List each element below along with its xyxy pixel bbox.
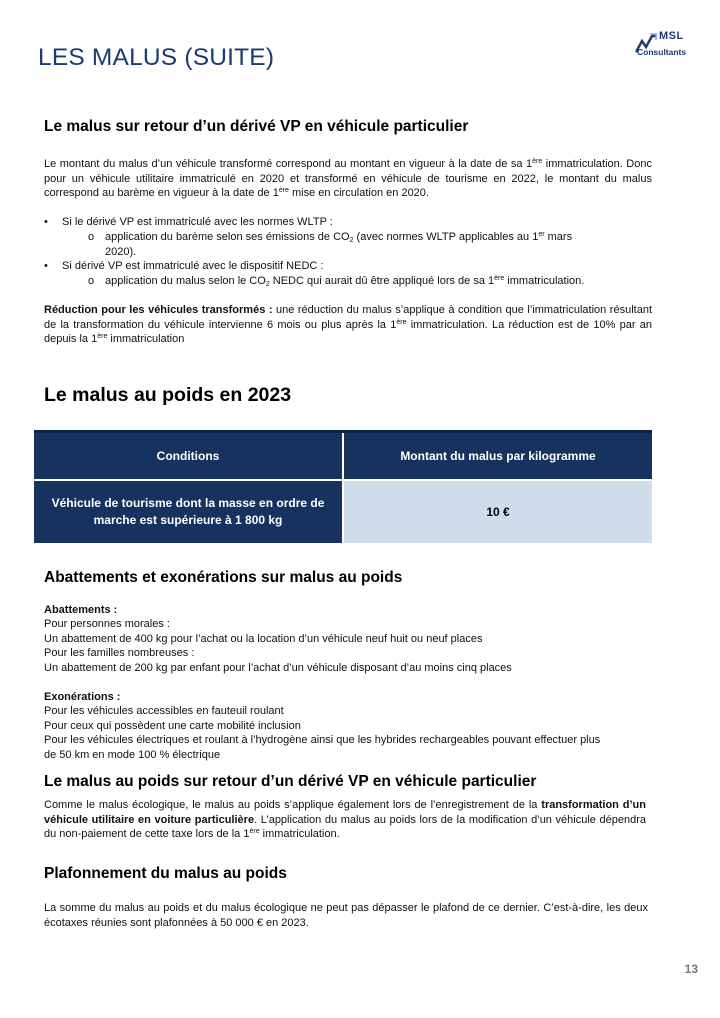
section-heading-abattements: Abattements et exonérations sur malus au poids (44, 569, 403, 586)
table-header-conditions: Conditions (34, 432, 343, 481)
text-fragment: immatriculation. La réduction est de 10% par an depuis la 1 (44, 318, 652, 345)
sub-bullet-marker: o (88, 231, 95, 243)
bold-label: Réduction pour les véhicules transformés : (44, 304, 273, 316)
superscript: ère (249, 828, 260, 835)
bullet-dot: • (44, 216, 48, 228)
abattement-line: Un abattement de 400 kg pour l’achat ou la location d’un véhicule neuf huit ou neuf places (44, 633, 483, 645)
text-fragment: 2020). (105, 245, 137, 258)
page-title: LES MALUS (SUITE) (38, 44, 275, 71)
abattements-label: Abattements : (44, 604, 118, 616)
subscript: 2 (265, 281, 270, 288)
exoneration-line: Pour les véhicules accessibles en fauteuil roulant (44, 705, 284, 717)
text-fragment: (avec normes WLTP applicables au 1 (353, 231, 539, 243)
text-fragment: Véhicule de tourisme dont la masse en ordre de (51, 496, 325, 510)
text-fragment: immatriculation (107, 333, 185, 345)
text-fragment: . L’application du malus au poids lors de la modification d’un véhicule dépendra du non-paiement de cette taxe lors de la 1 (44, 813, 646, 840)
section-heading-derive-vp: Le malus sur retour d’un dérivé VP en véhicule particulier (44, 118, 469, 135)
subscript: 2 (349, 237, 354, 244)
bullet-nedc: Si dérivé VP est immatriculé avec le dispositif NEDC : (62, 260, 324, 272)
exoneration-line: Pour les véhicules électriques et roulant à l’hydrogène ainsi que les hybrides rechargeables pouvant effectuer plus (44, 734, 601, 746)
exonerations-label: Exonérations : (44, 691, 121, 703)
logo-text-consultants: Consultants (637, 47, 687, 57)
paragraph-retour-derive-poids (44, 798, 646, 842)
table-cell-amount: 10 € (343, 480, 652, 543)
text-fragment: application du malus selon le CO (105, 275, 266, 287)
superscript: er (538, 231, 545, 238)
table-header-montant: Montant du malus par kilogramme (343, 432, 652, 481)
text-fragment: marche est supérieure à 1 800 kg (93, 513, 283, 527)
text-fragment: Comme le malus écologique, le malus au poids s’applique également lors de l’enregistrement de la (44, 799, 542, 811)
abattement-line: Pour personnes morales : (44, 618, 170, 630)
exoneration-line: Pour ceux qui possèdent une carte mobilité inclusion (44, 720, 301, 732)
sub-bullet-nedc-malus (105, 274, 584, 289)
superscript: ère (396, 318, 407, 326)
text-fragment: immatriculation. (259, 828, 340, 840)
superscript: ère (532, 158, 543, 165)
text-fragment: NEDC qui aurait dû être appliqué lors de sa 1 (269, 275, 495, 287)
text-fragment: mise en circulation en 2020. (288, 187, 429, 199)
abattement-line: Un abattement de 200 kg par enfant pour l’achat d’un véhicule disposant d’au moins cinq places (44, 662, 512, 674)
text-fragment: immatriculation. Donc pour un véhicule utilitaire immatriculé en 2020 et transformé en véhicule de tourisme en 2022, le montant du malus correspond au barème en vigueur à la date de 1 (44, 158, 652, 199)
logo-text-msl: MSL (659, 30, 684, 42)
abattement-line: Pour les familles nombreuses : (44, 647, 195, 659)
text-fragment: une réduction du malus s’applique à condition que l’immatriculation résultant de la transformation du véhicule intervienne 6 mois ou plus après la 1 (44, 304, 652, 331)
text-fragment: mars (544, 231, 573, 243)
section-heading-plafonnement: Plafonnement du malus au poids (44, 865, 287, 882)
exoneration-line: de 50 km en mode 100 % électrique (44, 749, 221, 761)
text-fragment: immatriculation. (504, 275, 585, 287)
table-header-row (34, 432, 652, 481)
text-fragment: application du barème selon ses émissions de CO (105, 231, 350, 243)
text-fragment: Le montant du malus d’un véhicule transformé correspond au montant en vigueur à la date de sa 1 (44, 158, 533, 170)
section-heading-malus-poids-2023: Le malus au poids en 2023 (44, 384, 292, 406)
paragraph-reduction (44, 303, 652, 347)
bullet-wltp: Si le dérivé VP est immatriculé avec les normes WLTP : (62, 216, 333, 228)
section-heading-retour-derive-poids: Le malus au poids sur retour d’un dérivé VP en véhicule particulier (44, 773, 537, 790)
bullet-dot: • (44, 260, 48, 272)
paragraph-montant-malus (44, 157, 652, 201)
paragraph-plafonnement: La somme du malus au poids et du malus écologique ne peut pas dépasser le plafond de ce dernier. C’est-à-dire, les deux écotaxes réunies sont plafonnées à 50 000 € en 2023. (44, 902, 648, 929)
table-cell-condition (34, 480, 343, 543)
table-row (34, 480, 652, 543)
msl-logo (634, 26, 698, 60)
superscript: ère (97, 333, 108, 340)
bold-fragment: transformation d’un véhicule utilitaire en voiture particulière (44, 799, 646, 826)
superscript: ère (278, 187, 289, 194)
superscript: ère (494, 275, 505, 282)
malus-poids-table (34, 430, 652, 543)
page-number: 13 (684, 962, 698, 976)
sub-bullet-marker: o (88, 275, 95, 287)
sub-bullet-wltp-bareme (105, 230, 652, 259)
